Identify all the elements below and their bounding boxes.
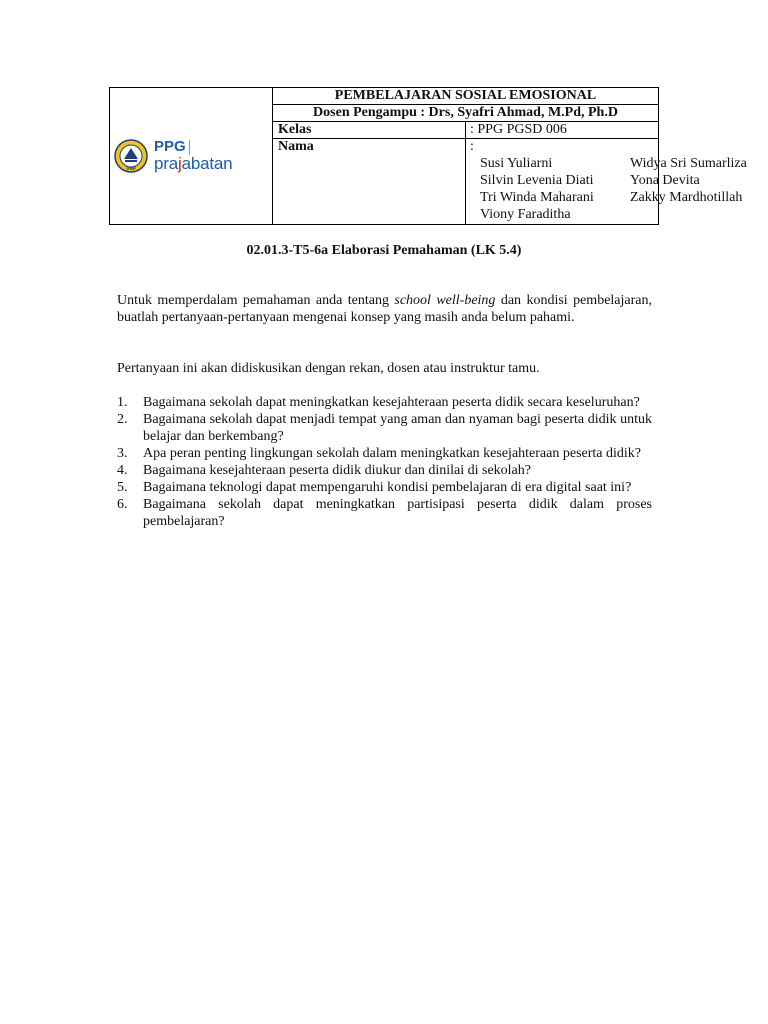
- logo-cell: [110, 88, 273, 225]
- name-colon: :: [470, 139, 474, 155]
- member-names: [480, 155, 747, 223]
- ppg-logo: [110, 139, 272, 173]
- list-item: 1. Bagaimana sekolah dapat meningkatkan kesejahteraan peserta didik secara keseluruhan?: [117, 395, 640, 410]
- ppg-text: PPG: [154, 138, 186, 155]
- list-item: 3. Apa peran penting lingkungan sekolah dalam meningkatkan kesejahteraan peserta didik?: [117, 446, 641, 461]
- intro-paragraph: Untuk memperdalam pemahaman anda tentang school well-being dan kondisi pembelajaran, buatlah pertanyaan-pertanyaan mengenai konsep yang masih anda belum pahami.: [117, 293, 652, 325]
- member-name: Zakky Mardhotillah: [630, 190, 743, 206]
- member-name: [630, 206, 768, 223]
- italic-term: school well-being: [394, 293, 496, 308]
- list-item: 4. Bagaimana kesejahteraan peserta didik diukur dan dinilai di sekolah?: [117, 463, 531, 478]
- discussion-note: Pertanyaan ini akan didiskusikan dengan rekan, dosen atau instruktur tamu.: [117, 361, 540, 376]
- class-value: : PPG PGSD 006: [466, 122, 659, 139]
- prajabatan-text: prajabatan: [154, 154, 233, 173]
- member-name: Yona Devita: [630, 173, 700, 189]
- name-value-cell: [466, 139, 747, 225]
- lecturer-line: Dosen Pengampu : Drs, Syafri Ahmad, M.Pd, Ph.D: [273, 105, 659, 122]
- list-item: 2. Bagaimana sekolah dapat menjadi tempat yang aman dan nyaman bagi peserta didik untuk belajar dan berkembang?: [117, 412, 652, 444]
- course-title: PEMBELAJARAN SOSIAL EMOSIONAL: [273, 88, 659, 105]
- member-name: Susi Yuliarni: [480, 156, 553, 172]
- header-table: [109, 87, 747, 225]
- name-label: Nama: [273, 139, 466, 225]
- member-name: Widya Sri Sumarliza: [630, 156, 747, 172]
- ppg-subtext-mark: [189, 140, 218, 155]
- class-label: Kelas: [273, 122, 466, 139]
- list-item: 5. Bagaimana teknologi dapat mempengaruhi kondisi pembelajaran di era digital saat ini?: [117, 480, 632, 495]
- list-item: 6. Bagaimana sekolah dapat meningkatkan partisipasi peserta didik dalam proses pembelajaran?: [117, 497, 652, 529]
- member-name: Tri Winda Maharani: [480, 190, 594, 206]
- member-name: Viony Faraditha: [480, 207, 571, 223]
- member-name: Silvin Levenia Diati: [480, 173, 594, 189]
- unp-emblem-icon: [114, 139, 148, 173]
- question-list: [117, 394, 652, 530]
- emblem-text: UNP: [126, 166, 136, 171]
- ppg-wordmark: [154, 139, 232, 173]
- document-title: 02.01.3-T5-6a Elaborasi Pemahaman (LK 5.4): [246, 243, 522, 258]
